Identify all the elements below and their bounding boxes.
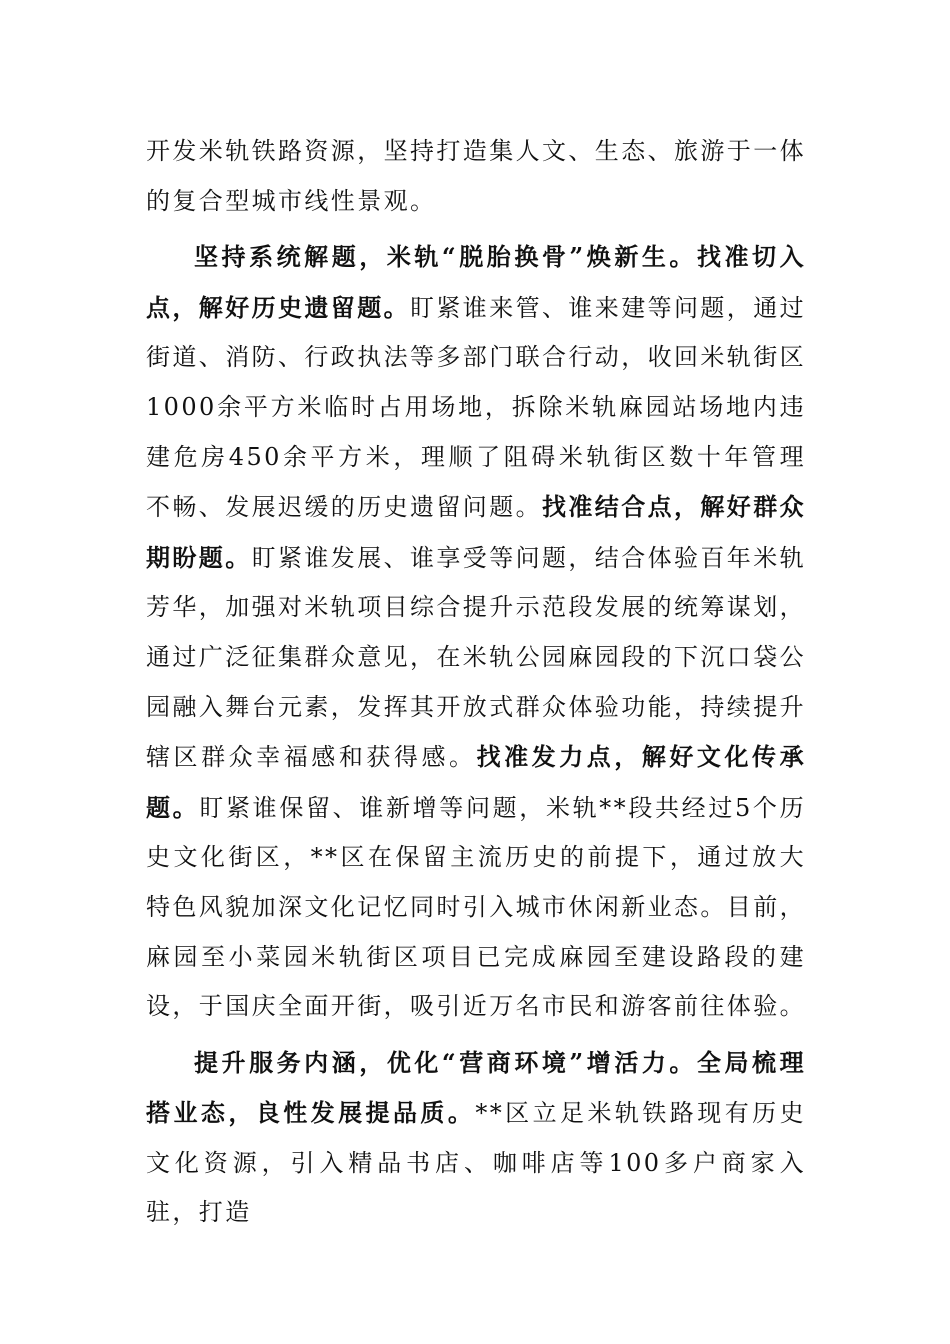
paragraph-1: [146, 127, 806, 226]
document-body: [146, 127, 806, 1238]
text-run: **区立足米轨铁路现有历史文化资源，引入精品书店、咖啡店等100多户商家入驻，打造: [146, 1099, 806, 1227]
section-heading-run: 提升服务内涵，优化“营商环境”增活力。全局梳理搭业态，良性发展提品质。: [146, 1047, 806, 1128]
section-heading-run: 坚持系统解题，米轨“脱胎换骨”焕新生。找准切入点，解好历史遗留题。: [146, 242, 806, 322]
text-run: 盯紧谁保留、谁新增等问题，米轨**段共经过5个历史文化街区，**区在保留主流历史的前提下，通过放大特色风貌加深文化记忆同时引入城市休闲新业态。目前，麻园至小菜园米轨街区项目已完成麻园至建设路段的建设，于国庆全面开街，吸引近万名市民和游客前往体验。: [146, 793, 806, 1021]
subheading-run: 找准结合点，解好群众期盼题。: [146, 492, 806, 572]
subheading-run: 找准发力点，解好文化传承题。: [146, 742, 806, 822]
text-run: 盯紧谁来管、谁来建等问题，通过街道、消防、行政执法等多部门联合行动，收回米轨街区1000余平方米临时占用场地，拆除米轨麻园站场地内违建危房450余平方米，理顺了阻碍米轨街区数十年管理不畅、发展迟缓的历史遗留问题。: [146, 293, 806, 522]
text-run: 开发米轨铁路资源，坚持打造集人文、生态、旅游于一体的复合型城市线性景观。: [146, 137, 806, 215]
text-run: 盯紧谁发展、谁享受等问题，结合体验百年米轨芳华，加强对米轨项目综合提升示范段发展的统筹谋划，通过广泛征集群众意见，在米轨公园麻园段的下沉口袋公园融入舞台元素，发挥其开放式群众体验功能，持续提升辖区群众幸福感和获得感。: [146, 543, 807, 772]
paragraph-3: [146, 1038, 806, 1238]
paragraph-2: [146, 232, 806, 1032]
